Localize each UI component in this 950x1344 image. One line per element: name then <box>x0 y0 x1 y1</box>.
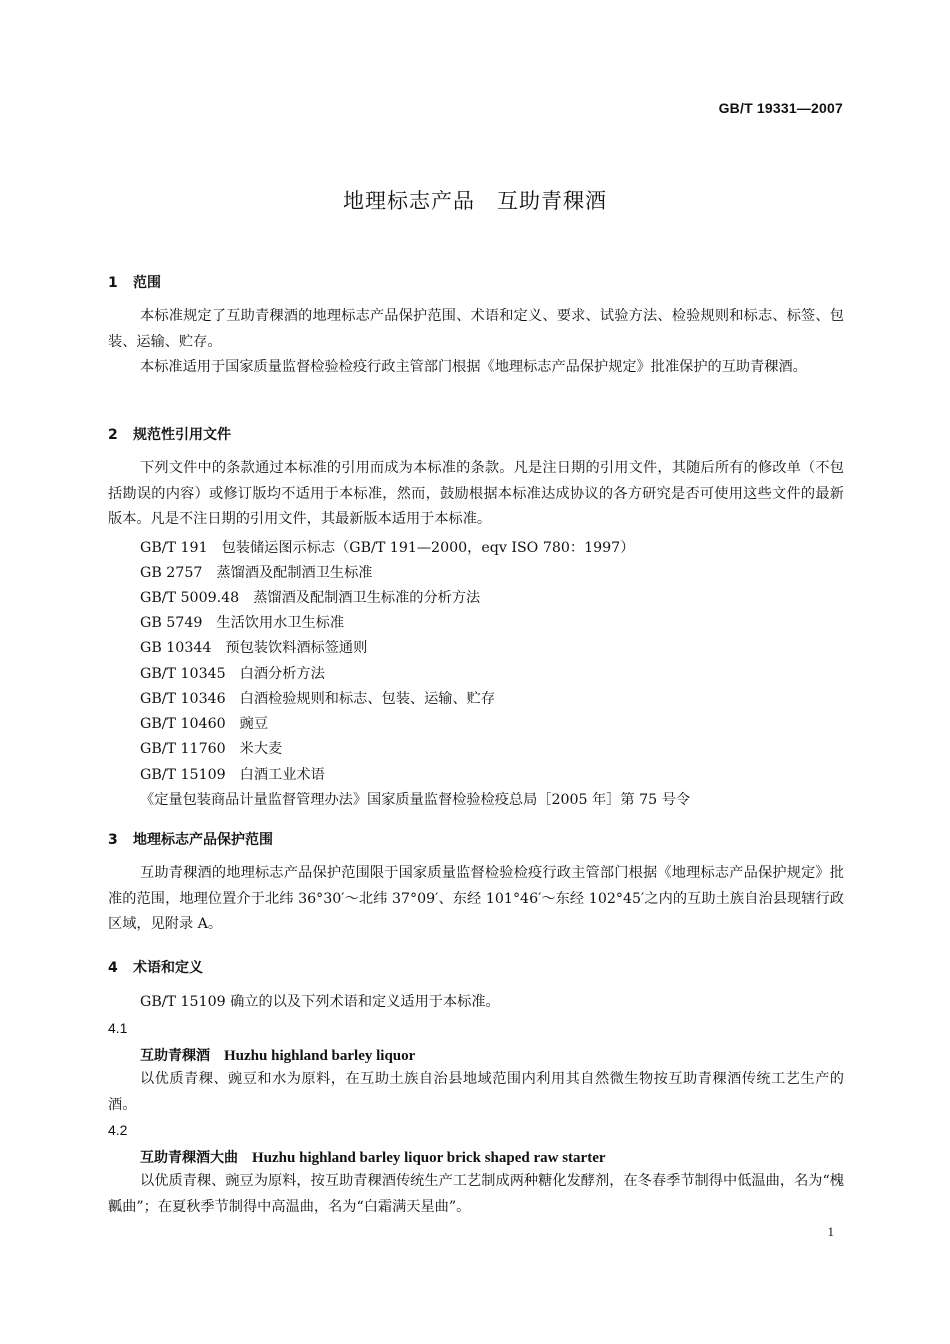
section-number: 4 <box>108 960 118 976</box>
reference-item <box>140 537 634 557</box>
reference-title: 生活饮用水卫生标准 <box>216 615 345 631</box>
section-2-heading <box>108 424 231 444</box>
reference-code: GB/T 5009.48 <box>140 590 240 606</box>
term-chinese: 互助青稞酒大曲 <box>140 1150 238 1166</box>
reference-item <box>140 688 495 708</box>
section-number: 1 <box>108 275 118 291</box>
reference-title: 包装储运图示标志（GB/T 191—2000，eqv ISO 780：1997） <box>221 540 635 556</box>
reference-code: GB/T 191 <box>140 540 208 556</box>
reference-code: GB/T 10346 <box>140 691 226 707</box>
standard-code: GB/T 19331—2007 <box>718 100 843 116</box>
section-title: 规范性引用文件 <box>133 427 231 443</box>
reference-item <box>140 612 344 632</box>
section-title: 地理标志产品保护范围 <box>133 832 273 848</box>
section-number: 2 <box>108 427 118 443</box>
term-definition: 以优质青稞、豌豆为原料，按互助青稞酒传统生产工艺制成两种糖化发酵剂，在冬春季节制得中低温曲，名为“槐瓤曲”；在夏秋季节制得中高温曲，名为“白霜满天星曲”。 <box>108 1173 844 1215</box>
reference-item <box>140 587 480 607</box>
reference-title: 白酒检验规则和标志、包装、运输、贮存 <box>239 691 496 707</box>
regulation-reference: 《定量包装商品计量监督管理办法》国家质量监督检验检疫总局［2005 年］第 75 号令 <box>140 792 691 808</box>
reference-title: 蒸馏酒及配制酒卫生标准 <box>216 565 373 581</box>
reference-title: 白酒工业术语 <box>239 767 325 783</box>
reference-item <box>140 663 325 683</box>
term-chinese: 互助青稞酒 <box>140 1048 210 1064</box>
reference-title: 米大麦 <box>239 741 283 757</box>
paragraph: 下列文件中的条款通过本标准的引用而成为本标准的条款。凡是注日期的引用文件，其随后所有的修改单（不包括勘误的内容）或修订版均不适用于本标准，然而，鼓励根据本标准达成协议的各方研究是否可使用这些文件的最新版本。凡是不注日期的引用文件，其最新版本适用于本标准。 <box>108 460 844 527</box>
term-definition: 以优质青稞、豌豆和水为原料，在互助土族自治县地域范围内利用其自然微生物按互助青稞酒传统工艺生产的酒。 <box>108 1071 844 1113</box>
section-1-heading <box>108 272 161 292</box>
reference-item <box>140 562 372 582</box>
reference-code: GB/T 11760 <box>140 741 226 757</box>
section-title: 术语和定义 <box>133 960 203 976</box>
reference-code: GB/T 15109 <box>140 767 226 783</box>
reference-item <box>140 764 325 784</box>
clause-number: 4.2 <box>108 1122 128 1138</box>
reference-code: GB/T 10345 <box>140 666 226 682</box>
section-number: 3 <box>108 832 118 848</box>
reference-item <box>140 637 367 657</box>
section-3-heading <box>108 829 273 849</box>
paragraph: 本标准适用于国家质量监督检验检疫行政主管部门根据《地理标志产品保护规定》批准保护的互助青稞酒。 <box>140 359 807 375</box>
page-number: 1 <box>827 1224 834 1239</box>
reference-item <box>140 738 282 758</box>
clause-number: 4.1 <box>108 1020 128 1036</box>
reference-title: 蒸馏酒及配制酒卫生标准的分析方法 <box>253 590 481 606</box>
paragraph: 互助青稞酒的地理标志产品保护范围限于国家质量监督检验检疫行政主管部门根据《地理标志产品保护规定》批准的范围，地理位置介于北纬 36°30′～北纬 37°09′、东经 101°46′～东经 102°45′之内的互助土族自治县现辖行政区域，见附录 A。 <box>108 865 844 932</box>
reference-title: 白酒分析方法 <box>239 666 325 682</box>
reference-code: GB 5749 <box>140 615 203 631</box>
reference-title: 预包装饮料酒标签通则 <box>225 640 368 656</box>
paragraph: GB/T 15109 确立的以及下列术语和定义适用于本标准。 <box>140 994 500 1010</box>
term-entry <box>140 1147 606 1167</box>
reference-code: GB 10344 <box>140 640 212 656</box>
paragraph: 本标准规定了互助青稞酒的地理标志产品保护范围、术语和定义、要求、试验方法、检验规则和标志、标签、包装、运输、贮存。 <box>108 308 844 350</box>
reference-code: GB/T 10460 <box>140 716 226 732</box>
reference-title: 豌豆 <box>239 716 269 732</box>
section-title: 范围 <box>133 275 161 291</box>
term-english: Huzhu highland barley liquor <box>224 1048 416 1064</box>
document-title: 地理标志产品 互助青稞酒 <box>343 189 607 213</box>
term-entry <box>140 1045 415 1065</box>
reference-item <box>140 713 268 733</box>
reference-code: GB 2757 <box>140 565 203 581</box>
section-4-heading <box>108 957 203 977</box>
term-english: Huzhu highland barley liquor brick shaped raw starter <box>252 1150 606 1166</box>
